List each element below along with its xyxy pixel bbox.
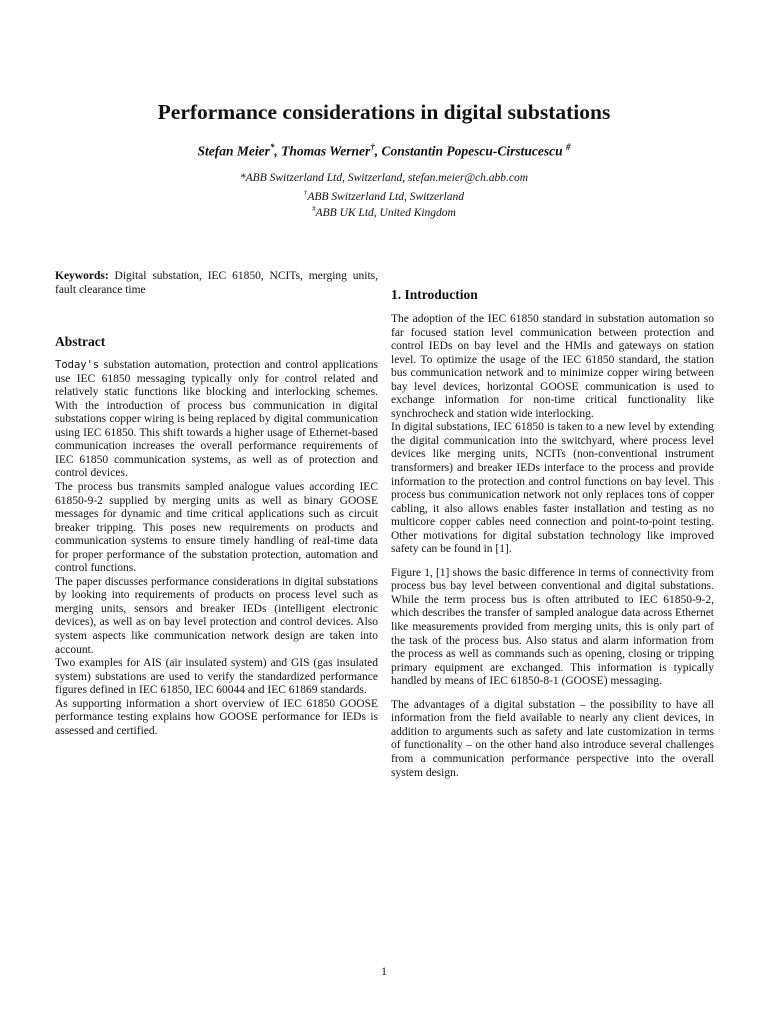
introduction-paragraph: The adoption of the IEC 61850 standard in substation automation so far focused station level communication between protection and control IEDs on bay level and the HMIs and gateways on station level. To optimize the usage of the IEC 61850 standard, the station bus communication network and to minimize copper wiring between bay level devices, horizontal GOOSE communication is used to exchange information for non-time critical functionality like synchrocheck and station wide interlocking.	[391, 313, 714, 420]
author-mark: †	[370, 142, 375, 152]
introduction-paragraph: In digital substations, IEC 61850 is taken to a new level by extending the digital communication into the switchyard, where process level devices like merging units, NCITs (non-conventional instrument transformers) and breaker IEDs interface to the process and provide information to the protection and control functions on bay level. This process bus communication network not only replaces tons of copper cabling, it also allows enables faster installation and testing as no multicore copper cables need connection and point-to-point testing. Other motivations for digital substation technology like improved safety can be found in [1].	[391, 421, 714, 556]
paper-title: Performance considerations in digital substations	[157, 100, 611, 124]
affiliation	[0, 202, 768, 221]
abstract-paragraph: Two examples for AIS (air insulated system) and GIS (gas insulated system) substations are used to verify the standardized performance figures defined in IEC 61850, IEC 60044 and IEC 61869 standards.	[55, 657, 378, 697]
affiliation-text: ABB Switzerland Ltd, Switzerland	[307, 190, 465, 203]
abstract-paragraph: As supporting information a short overview of IEC 61850 GOOSE performance testing explains how GOOSE performance for IEDs is assessed and certified.	[55, 697, 378, 737]
right-column	[391, 286, 714, 780]
author-name: Stefan Meier	[197, 143, 270, 159]
page-number: 1	[381, 966, 387, 978]
keywords-label: Keywords:	[55, 270, 109, 282]
introduction-paragraph: Figure 1, [1] shows the basic difference in terms of connectivity from process bus bay level between conventional and digital substations. While the term process bus is often attributed to IEC 61850-9-2, which describes the transfer of sampled analogue data across Ethernet like measurements provided from merging units, this is only part of the task of the process bus. Also status and alarm information from the process as well as commands such as opening, closing or tripping primary equipment are exchanged. This information is typically handled by means of IEC 61850-8-1 (GOOSE) messaging.	[391, 566, 714, 688]
affiliation-text: ABB UK Ltd, United Kingdom	[315, 206, 456, 219]
affiliation-mark: †	[303, 189, 308, 197]
abstract-paragraph	[55, 359, 378, 481]
abstract-paragraph-text: substation automation, protection and control applications use IEC 61850 messaging typically only for control related and relatively static functions like blocking and interlocking schemes. With the introduction of process bus communication in digital substations copper wiring is being replaced by digital communication using IEC 61850. This shift towards a higher usage of Ethernet-based communication increases the overall performance requirements of IEC 61850 communication systems, as well as of protection and control devices.	[55, 359, 378, 480]
affiliation-text: ABB Switzerland Ltd, Switzerland, stefan.meier@ch.abb.com	[245, 172, 529, 184]
abstract-paragraph: The paper discusses performance considerations in digital substations by looking into requirements of products on process level such as merging units, sensors and breaker IEDs (intelligent electronic devices), as well as on bay level protection and control devices. Also system aspects like communication network design are taken into account.	[55, 575, 378, 656]
author-name: Constantin Popescu-Cirstucescu	[381, 143, 563, 159]
introduction-heading: 1. Introduction	[391, 287, 478, 302]
introduction-paragraph: The advantages of a digital substation – the possibility to have all information from the field available to nearly any client devices, in addition to arguments such as safety and late customization in terms of functionality – on the other hand also introduce several challenges from a communication performance perspective into the overall system design.	[391, 698, 714, 779]
affiliation	[0, 171, 768, 186]
abstract-paragraph: The process bus transmits sampled analogue values according IEC 61850-9-2 supplied by merging units as well as binary GOOSE messages for dynamic and time critical applications such as circuit breaker tripping. This poses new requirements on products and communication systems to ensure timely handling of real-time data for proper performance of the substation protection, automation and control functions.	[55, 481, 378, 575]
affiliation-mark: #	[312, 205, 316, 213]
keywords	[55, 270, 378, 297]
author-mark: *	[269, 142, 275, 152]
abstract-first-word: Today's	[55, 359, 100, 372]
keywords-text: Digital substation, IEC 61850, NCITs, merging units, fault clearance time	[55, 270, 378, 296]
author-list: Stefan Meier*, Thomas Werner†, Constantin Popescu-Cirstucescu #	[197, 142, 571, 159]
affiliation-mark: *	[239, 172, 246, 184]
left-column	[55, 270, 378, 738]
author-mark: #	[566, 142, 571, 152]
abstract-heading: Abstract	[55, 334, 106, 350]
author-name: Thomas Werner	[281, 143, 371, 159]
